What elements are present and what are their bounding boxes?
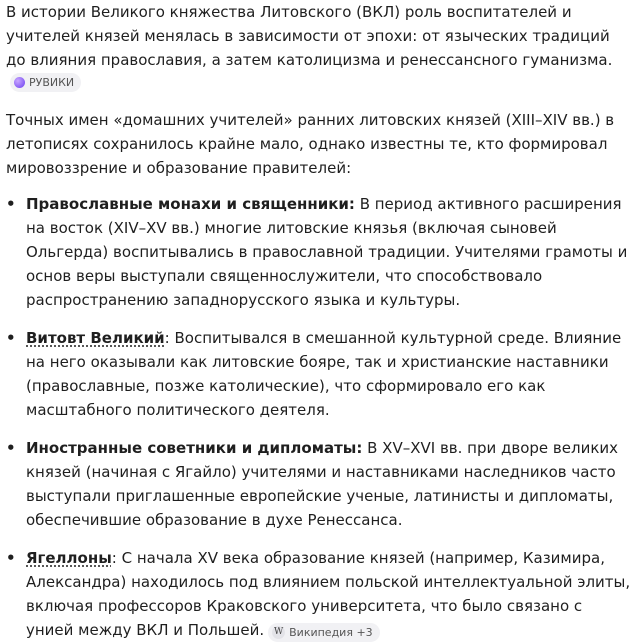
teachers-list [6, 192, 634, 642]
list-item-text: В XV–XVI вв. при дворе великих князей (начиная с Ягайло) учителями и наставниками наследников часто выступали приглашенные европейские ученые, латинисты и дипломаты, обеспечившие образование в духе Ренессанса. [26, 439, 619, 529]
wikipedia-icon: W [273, 627, 284, 637]
ruviki-icon [14, 77, 25, 88]
list-item-term: Иностранные советники и дипломаты: [26, 439, 363, 457]
list-item-text: : Воспитывался в смешанной культурной среде. Влияние на него оказывали как литовские бояре, так и христианские наставники (православные, позже католические), что сформировало его как масштабного политического деятеля. [26, 329, 622, 419]
list-item-term-link[interactable]: Ягеллоны [26, 549, 112, 567]
list-item-term: Православные монахи и священники: [26, 195, 355, 213]
source-badge-label: РУВИКИ [29, 76, 75, 89]
list-item-text: : С начала XV века образование князей (например, Казимира, Александра) находилось под влиянием польской интеллектуальной элиты, включая профессоров Краковского университета, что было связано с унией между ВКЛ и Польшей. [26, 549, 631, 639]
list-item-text: В период активного расширения на восток (XIV–XV вв.) многие литовские князья (включая сыновей Ольгерда) воспитывались в православной традиции. Учителями грамоты и основ веры выступали священнослужители, что способствовало распространению западнорусского языка и культуры. [26, 195, 628, 309]
list-item [6, 192, 634, 312]
intro-text: В истории Великого княжества Литовского (ВКЛ) роль воспитателей и учителей князей менялась в зависимости от эпохи: от языческих традиций до влияния православия, а затем католицизма и ренессансного гуманизма. [6, 3, 613, 69]
second-paragraph: Точных имен «домашних учителей» ранних литовских князей (XIII–XIV вв.) в летописях сохранилось крайне мало, однако известны те, кто формировал мировоззрение и образование правителей: [6, 111, 615, 177]
list-item-term-link[interactable]: Витовт Великий [26, 329, 165, 347]
bullet-icon: • [6, 439, 16, 457]
source-badge-ruviki[interactable] [10, 73, 81, 92]
source-badge-wikipedia[interactable] [268, 623, 380, 642]
intro-paragraph [6, 0, 634, 96]
list-item [6, 326, 634, 422]
list-item [6, 436, 634, 532]
list-item [6, 546, 634, 642]
source-badge-label: Википедия +3 [289, 626, 373, 639]
bullet-icon: • [6, 549, 16, 567]
bullet-icon: • [6, 329, 16, 347]
bullet-icon: • [6, 195, 16, 213]
